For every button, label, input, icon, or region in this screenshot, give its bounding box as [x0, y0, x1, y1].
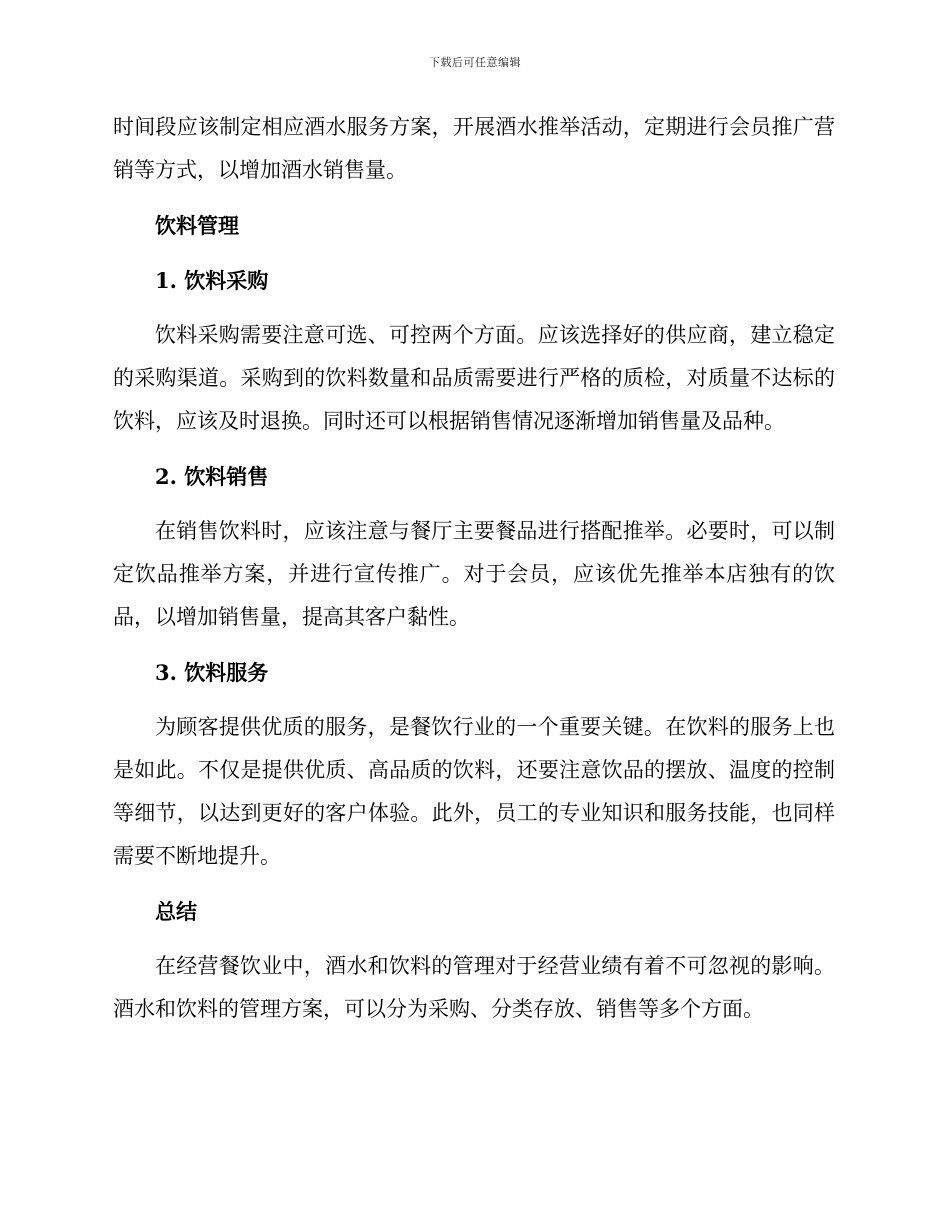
- subheading-beverage-sales: 2. 饮料销售: [155, 464, 269, 489]
- document-body: [113, 106, 835, 1031]
- subheading-beverage-service: 3. 饮料服务: [155, 660, 269, 685]
- section-heading-summary: 总结: [155, 899, 197, 924]
- paragraph-summary: 在经营餐饮业中，酒水和饮料的管理对于经营业绩有着不可忽视的影响。酒水和饮料的管理方案，可以分为采购、分类存放、销售等多个方面。: [113, 954, 835, 1021]
- paragraph-beverage-purchasing: 饮料采购需要注意可选、可控两个方面。应该选择好的供应商，建立稳定的采购渠道。采购到的饮料数量和品质需要进行严格的质检，对质量不达标的饮料，应该及时退换。同时还可以根据销售情况逐渐增加销售量及品种。: [113, 323, 835, 433]
- intro-paragraph: 时间段应该制定相应酒水服务方案，开展酒水推举活动，定期进行会员推广营销等方式，以增加酒水销售量。: [113, 115, 835, 182]
- section-heading-beverage-management: 饮料管理: [155, 213, 239, 238]
- page-header: 下载后可任意编辑: [429, 56, 521, 69]
- paragraph-beverage-sales: 在销售饮料时，应该注意与餐厅主要餐品进行搭配推举。必要时，可以制定饮品推举方案，并进行宣传推广。对于会员，应该优先推举本店独有的饮品，以增加销售量，提高其客户黏性。: [113, 519, 835, 629]
- paragraph-beverage-service: 为顾客提供优质的服务，是餐饮行业的一个重要关键。在饮料的服务上也是如此。不仅是提供优质、高品质的饮料，还要注意饮品的摆放、温度的控制等细节，以达到更好的客户体验。此外，员工的专业知识和服务技能，也同样需要不断地提升。: [113, 715, 835, 868]
- subheading-beverage-purchasing: 1. 饮料采购: [155, 268, 269, 293]
